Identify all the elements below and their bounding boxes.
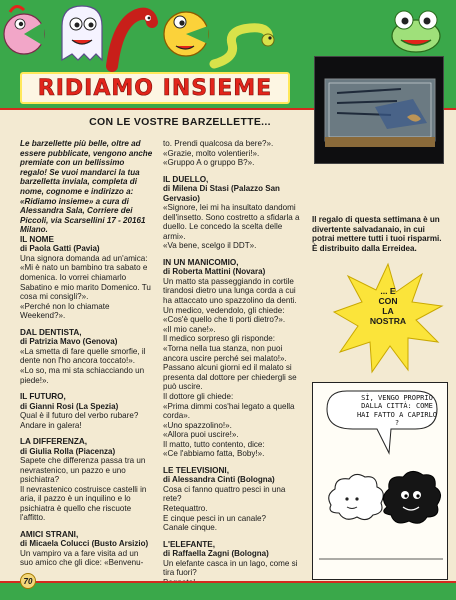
- starburst-line: CON: [378, 296, 398, 306]
- joke-item: [20, 392, 153, 430]
- joke-line: «Gruppo A o gruppo B?».: [163, 158, 255, 168]
- joke-line: «Mi è nato un bambino tra sabato e domenica. Io vorrei chiamarlo Sabatino e mio marito Domenico. Tu cosa mi consigli?».: [20, 263, 151, 302]
- joke-line: «Lo so, ma mi sta schiacciando un piede!».: [20, 365, 145, 385]
- speech-bubble-text: SÌ, VENGO PROPRIO DALLA CITTÀ: COME HAI FATTO A CAPIRLO ?: [356, 394, 438, 428]
- joke-line: «Uno spazzolino!».: [163, 420, 232, 430]
- joke-continuation: [163, 139, 304, 168]
- left-column: [20, 139, 153, 575]
- joke-line: Un matto sta passeggiando in cortile tirandosi dietro una lunga corda a cui ha attaccato uno spazzolino da denti.: [163, 276, 297, 305]
- starburst-line: ... E: [380, 286, 396, 296]
- starburst-text: [356, 286, 420, 326]
- joke-line: Il nevrastenico costruisce castelli in aria, il pazzo è un inquilino e lo psichiatra è quello che riscuote l'affitto.: [20, 484, 147, 523]
- joke-title: DAL DENTISTA,: [20, 327, 82, 337]
- joke-line: «Cos'è quello che ti porti dietro?».: [163, 315, 286, 325]
- joke-title: AMICI STRANI,: [20, 530, 79, 540]
- title-banner: [20, 72, 290, 104]
- joke-item: [20, 530, 153, 568]
- joke-line: to. Prendi qualcosa da bere?».: [163, 139, 274, 148]
- starburst-line: LA: [382, 306, 394, 316]
- joke-title: LA DIFFERENZA,: [20, 437, 88, 447]
- joke-item: [20, 235, 153, 321]
- joke-author: di Milena Di Stasi (Palazzo San Gervasio): [163, 184, 280, 203]
- joke-item: [163, 466, 304, 533]
- joke-line: «La smetta di fare quelle smorfie, il dente non l'ho ancora toccato!».: [20, 346, 146, 366]
- joke-line: «Allora puoi uscire!».: [163, 430, 239, 440]
- joke-line: Qual è il futuro del verbo rubare?: [20, 410, 139, 420]
- joke-line: Cosa ci fanno quattro pesci in una rete?: [163, 484, 286, 504]
- section-subtitle: CON LE VOSTRE BARZELLETTE...: [89, 116, 271, 128]
- gift-caption: Il regalo di questa settimana è un divertente salvadanaio, in cui potrai mettere tutti i tuoi risparmi. È distribuito dalla Erreidea.: [312, 215, 442, 253]
- joke-author: di Micaela Colucci (Busto Arsizio): [20, 539, 149, 549]
- joke-line: Sapete che differenza passa tra un nevrastenico, un pazzo e uno psichiatra?: [20, 455, 146, 485]
- joke-title: LE TELEVISIONI,: [163, 466, 229, 476]
- joke-item: [163, 258, 304, 459]
- joke-line: «Il mio cane!».: [163, 324, 216, 334]
- joke-line: «Signore, lei mi ha insultato dandomi dell'insetto. Sono costretto a sfidarla a duello. Le concedo la scelta delle armi».: [163, 203, 300, 241]
- cartoon-mascots-illustration: [0, 0, 300, 72]
- piggy-bank-image: [315, 57, 445, 165]
- joke-author: di Roberta Mattini (Novara): [163, 267, 266, 277]
- joke-line: Una signora domanda ad un'amica:: [20, 253, 148, 263]
- joke-author: di Paola Gatti (Pavia): [20, 244, 100, 254]
- joke-line: «Perché non lo chiamate Weekend?».: [20, 301, 110, 321]
- starburst-line: NOSTRA: [369, 316, 407, 326]
- joke-title: IL NOME: [20, 234, 54, 244]
- joke-author: di Patrizia Mavo (Genova): [20, 337, 118, 347]
- joke-item: [20, 437, 153, 523]
- yellow-pacman-character: [164, 12, 208, 56]
- joke-line: «Ce l'abbiamo fatta, Boby!».: [163, 449, 265, 459]
- joke-line: Il matto, tutto contento, dice:: [163, 439, 265, 449]
- joke-author: di Giulia Rolla (Piacenza): [20, 446, 116, 456]
- middle-column: [163, 139, 304, 594]
- joke-line: Il dottore gli chiede:: [163, 391, 234, 401]
- joke-title: IN UN MANICOMIO,: [163, 257, 239, 267]
- joke-line: Retequattro.: [163, 504, 208, 514]
- joke-item: [20, 328, 153, 385]
- page-title: RIDIAMO INSIEME: [37, 75, 273, 101]
- intro-paragraph: Le barzellette più belle, oltre ad essere pubblicate, vengono anche premiate con un bellissimo regalo! Se vuoi mandarci la tua barzelletta inviala, completa di nome, cognome e indirizzo a: «Ridiamo insieme» a cura di Alessandra Sala, Corriere dei Piccoli, via Scarsellini 17 - 20161 Milano.: [20, 139, 153, 235]
- joke-line: Passano alcuni giorni ed il malato si presenta dal dottore per chiedergli se può uscire.: [163, 363, 297, 392]
- black-smog-character: [383, 471, 440, 523]
- joke-title: L'ELEFANTE,: [163, 539, 215, 549]
- joke-item: [163, 175, 304, 251]
- ghost-character: [62, 6, 102, 60]
- footer-border: [0, 581, 456, 600]
- joke-line: «Va bene, scelgo il DDT».: [163, 241, 257, 251]
- white-cloud-character: [329, 474, 384, 519]
- joke-line: «Prima dimmi cos'hai legato a quella corda».: [163, 401, 295, 421]
- gift-photo: [314, 56, 444, 164]
- pink-pacman-character: [4, 6, 44, 54]
- red-worm-character: [112, 14, 152, 66]
- joke-line: Un vampiro va a fare visita ad un suo amico che gli dice: «Benvenu-: [20, 548, 144, 568]
- joke-title: IL FUTURO,: [20, 392, 66, 402]
- joke-line: Andare in galera!: [20, 420, 82, 430]
- joke-line: E cinque pesci in un canale?: [163, 513, 267, 523]
- joke-author: di Gianni Rosi (La Spezia): [20, 401, 119, 411]
- frog-icon: [385, 4, 447, 56]
- page-number: 70: [20, 573, 36, 589]
- joke-line: Il medico sorpreso gli risponde:: [163, 334, 276, 344]
- joke-line: «Torna nella tua stanza, non puoi ancora uscire perché sei malato!».: [163, 343, 287, 363]
- joke-line: Canale cinque.: [163, 523, 217, 533]
- snake-character: [214, 28, 274, 64]
- joke-line: Un elefante casca in un lago, come si tira fuori?: [163, 558, 298, 578]
- joke-line: Un medico, vedendolo, gli chiede:: [163, 305, 285, 315]
- joke-author: di Raffaella Zagni (Bologna): [163, 549, 269, 559]
- joke-line: «Grazie, molto volentieri!».: [163, 148, 260, 158]
- joke-title: IL DUELLO,: [163, 174, 209, 184]
- joke-author: di Alessandra Cinti (Bologna): [163, 475, 275, 485]
